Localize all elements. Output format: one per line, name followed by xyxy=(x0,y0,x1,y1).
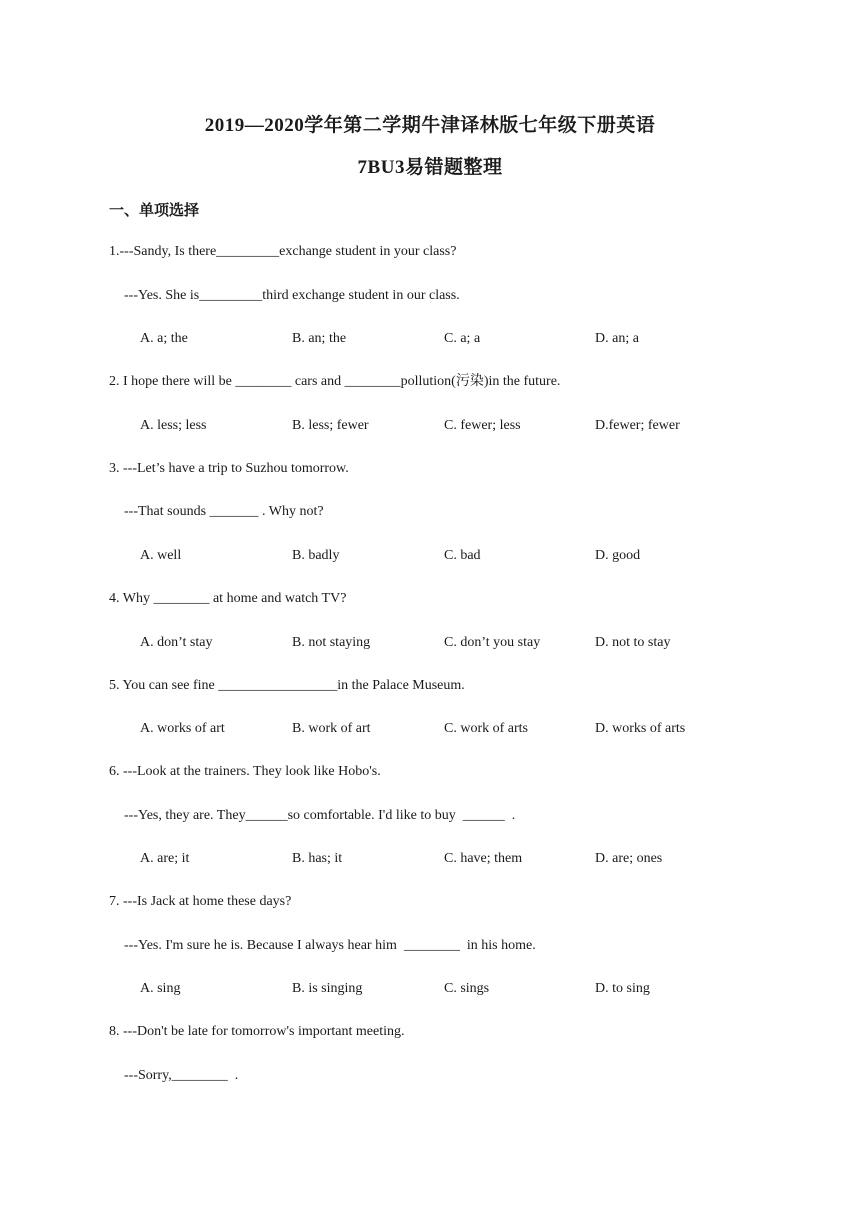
question-5-option-c: C. work of arts xyxy=(444,721,528,736)
question-4-options xyxy=(140,634,780,652)
question-6-option-c: C. have; them xyxy=(444,851,523,866)
question-7-options xyxy=(140,980,780,998)
question-6-option-a: A. are; it xyxy=(140,851,190,866)
question-5-stem: 5. You can see fine _________________in the Palace Museum. xyxy=(109,678,465,693)
question-2-options xyxy=(140,417,780,435)
question-6-response: ---Yes, they are. They______so comfortable. I'd like to buy ______ . xyxy=(124,808,516,823)
question-5-option-b: B. work of art xyxy=(292,721,371,736)
question-5-option-a: A. works of art xyxy=(140,721,225,736)
question-3-response: ---That sounds _______ . Why not? xyxy=(124,504,324,519)
question-4-stem: 4. Why ________ at home and watch TV? xyxy=(109,591,347,606)
question-6-option-d: D. are; ones xyxy=(595,851,663,866)
question-3-option-c: C. bad xyxy=(444,548,481,563)
question-7-response: ---Yes. I'm sure he is. Because I always hear him ________ in his home. xyxy=(124,938,536,953)
question-1-stem: 1.---Sandy, Is there_________exchange student in your class? xyxy=(109,244,457,259)
question-2-option-a: A. less; less xyxy=(140,418,207,433)
question-2-option-b: B. less; fewer xyxy=(292,418,369,433)
question-5-option-d: D. works of arts xyxy=(595,721,686,736)
question-1-option-d: D. an; a xyxy=(595,331,639,346)
question-2-option-d: D.fewer; fewer xyxy=(595,418,680,433)
question-7-option-c: C. sings xyxy=(444,981,490,996)
question-4-option-d: D. not to stay xyxy=(595,635,671,650)
question-1-options xyxy=(140,330,780,348)
question-1-option-b: B. an; the xyxy=(292,331,347,346)
question-7-option-a: A. sing xyxy=(140,981,181,996)
question-2-stem: 2. I hope there will be ________ cars and ________pollution(污染)in the future. xyxy=(109,374,561,389)
question-4-option-b: B. not staying xyxy=(292,635,371,650)
question-3-option-b: B. badly xyxy=(292,548,340,563)
question-3-stem: 3. ---Let’s have a trip to Suzhou tomorrow. xyxy=(109,461,349,476)
question-3-option-d: D. good xyxy=(595,548,641,563)
question-1-option-a: A. a; the xyxy=(140,331,188,346)
question-2-option-c: C. fewer; less xyxy=(444,418,521,433)
question-8-response: ---Sorry,________ . xyxy=(124,1068,239,1083)
question-1-option-c: C. a; a xyxy=(444,331,481,346)
question-8-stem: 8. ---Don't be late for tomorrow's important meeting. xyxy=(109,1024,405,1039)
document-title-line-1: 2019—2020学年第二学期牛津译林版七年级下册英语 xyxy=(204,115,656,136)
question-7-option-b: B. is singing xyxy=(292,981,363,996)
question-4-option-c: C. don’t you stay xyxy=(444,635,541,650)
question-7-stem: 7. ---Is Jack at home these days? xyxy=(109,894,292,909)
question-6-options xyxy=(140,850,780,868)
question-4-option-a: A. don’t stay xyxy=(140,635,213,650)
section-heading: 一、单项选择 xyxy=(109,203,200,219)
question-3-options xyxy=(140,547,780,565)
question-6-option-b: B. has; it xyxy=(292,851,343,866)
document-title-line-2: 7BU3易错题整理 xyxy=(357,157,503,178)
question-7-option-d: D. to sing xyxy=(595,981,650,996)
question-1-response: ---Yes. She is_________third exchange student in our class. xyxy=(124,288,460,303)
question-5-options xyxy=(140,720,780,738)
question-6-stem: 6. ---Look at the trainers. They look like Hobo's. xyxy=(109,764,381,779)
question-3-option-a: A. well xyxy=(140,548,182,563)
